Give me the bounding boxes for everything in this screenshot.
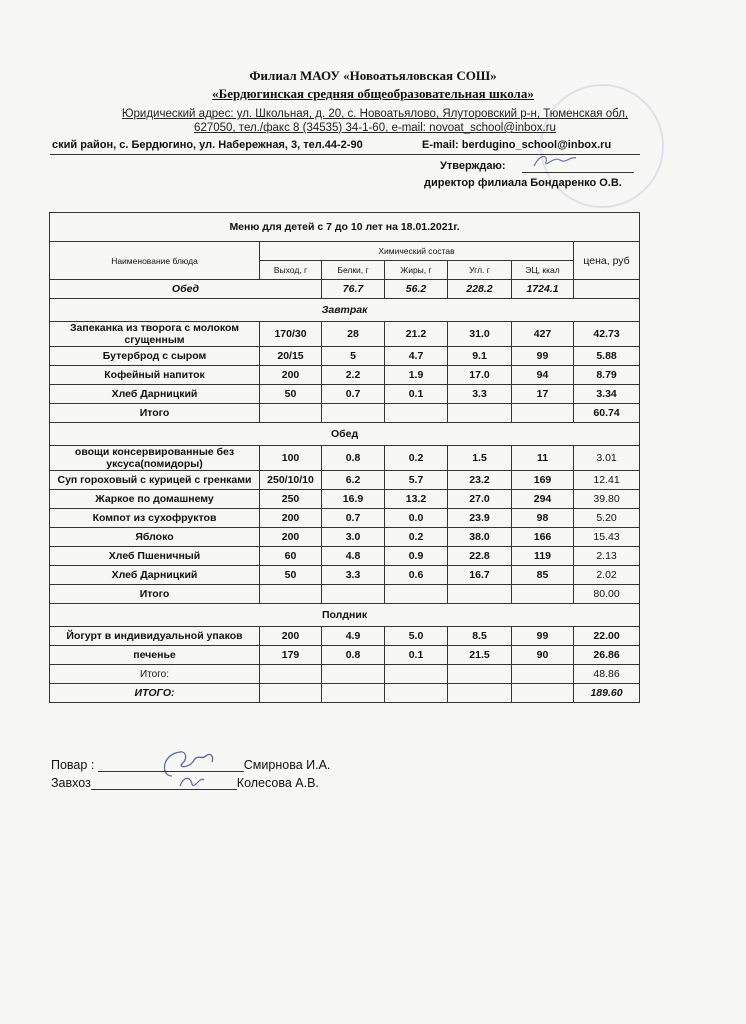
table-row	[50, 446, 640, 471]
col-output: Выход, г	[260, 261, 322, 280]
dish-protein: 28	[322, 322, 385, 347]
dish-protein: 0.8	[322, 446, 385, 471]
dish-carbs: 23.9	[448, 509, 512, 528]
table-row	[50, 366, 640, 385]
legal-address: Юридический адрес: ул. Школьная, д. 20, с. Новоатьялово, Ялуторовский р-н, Тюменская обл,	[121, 108, 629, 120]
dish-kcal: 90	[512, 646, 574, 665]
dish-carbs: 16.7	[448, 566, 512, 585]
legal-contacts: 627050, тел./факс 8 (34535) 34-1-60, e-mail: novoat_school@inbox.ru	[194, 122, 556, 134]
dish-kcal: 427	[512, 322, 574, 347]
breakfast-total: 60.74	[574, 404, 640, 423]
dish-kcal: 169	[512, 471, 574, 490]
summary-fat: 56.2	[385, 280, 448, 299]
dish-output: 179	[260, 646, 322, 665]
dish-carbs: 22.8	[448, 547, 512, 566]
dish-fat: 13.2	[385, 490, 448, 509]
table-row	[50, 547, 640, 566]
dish-protein: 0.8	[322, 646, 385, 665]
total-label: Итого	[50, 404, 260, 423]
dish-name: Хлеб Дарницкий	[50, 566, 260, 585]
table-row	[50, 528, 640, 547]
dish-kcal: 99	[512, 347, 574, 366]
grand-total: 189.60	[574, 684, 640, 703]
storekeeper-name: Колесова А.В.	[236, 776, 319, 790]
dish-protein: 0.7	[322, 385, 385, 404]
dish-kcal: 294	[512, 490, 574, 509]
table-row	[50, 566, 640, 585]
dish-carbs: 9.1	[448, 347, 512, 366]
dish-protein: 6.2	[322, 471, 385, 490]
dish-name: овощи консервированные без уксуса(помидоры)	[50, 446, 260, 471]
dish-name: Бутерброд с сыром	[50, 347, 260, 366]
cook-signature-line	[51, 758, 330, 772]
dish-name: Йогурт в индивидуальной упаков	[50, 627, 260, 646]
dish-protein: 4.9	[322, 627, 385, 646]
grand-total-label: ИТОГО:	[50, 684, 260, 703]
summary-protein: 76.7	[322, 280, 385, 299]
dish-protein: 3.0	[322, 528, 385, 547]
dish-carbs: 31.0	[448, 322, 512, 347]
contact-email: E-mail: berdugino_school@inbox.ru	[422, 139, 612, 151]
dish-name: Компот из сухофруктов	[50, 509, 260, 528]
dish-protein: 16.9	[322, 490, 385, 509]
dish-name: Запеканка из творога с молоком сгущенным	[50, 322, 260, 347]
col-protein: Белки, г	[322, 261, 385, 280]
cook-line	[98, 771, 244, 772]
summary-kcal: 1724.1	[512, 280, 574, 299]
org-title: Филиал МАОУ «Новоатьяловская СОШ»	[249, 68, 497, 83]
col-chem-composition: Химический состав	[260, 242, 574, 261]
dish-price: 22.00	[574, 627, 640, 646]
dish-carbs: 3.3	[448, 385, 512, 404]
dish-kcal: 17	[512, 385, 574, 404]
dish-price: 2.02	[574, 566, 640, 585]
dish-carbs: 38.0	[448, 528, 512, 547]
col-kcal: ЭЦ, ккал	[512, 261, 574, 280]
daily-summary-row	[50, 280, 640, 299]
dish-price: 3.01	[574, 446, 640, 471]
approve-label: Утверждаю:	[440, 160, 506, 172]
dish-carbs: 8.5	[448, 627, 512, 646]
storekeeper-label: Завхоз	[51, 776, 91, 790]
dish-fat: 1.9	[385, 366, 448, 385]
dish-fat: 5.7	[385, 471, 448, 490]
dish-fat: 0.2	[385, 446, 448, 471]
dish-fat: 0.0	[385, 509, 448, 528]
dish-output: 200	[260, 627, 322, 646]
school-title: «Бердюгинская средняя общеобразовательная школа»	[212, 86, 534, 101]
dish-output: 170/30	[260, 322, 322, 347]
table-row	[50, 490, 640, 509]
dish-output: 50	[260, 385, 322, 404]
table-row	[50, 646, 640, 665]
dish-name: Кофейный напиток	[50, 366, 260, 385]
dish-fat: 21.2	[385, 322, 448, 347]
lunch-total-row	[50, 585, 640, 604]
snack-total: 48.86	[574, 665, 640, 684]
dish-fat: 0.1	[385, 385, 448, 404]
dish-output: 250/10/10	[260, 471, 322, 490]
dish-price: 15.43	[574, 528, 640, 547]
dish-carbs: 17.0	[448, 366, 512, 385]
summary-label: Обед	[50, 280, 322, 299]
cook-label: Повар :	[51, 758, 95, 772]
col-fat: Жиры, г	[385, 261, 448, 280]
dish-name: Хлеб Дарницкий	[50, 385, 260, 404]
dish-carbs: 23.2	[448, 471, 512, 490]
section-lunch: Обед	[50, 423, 640, 446]
dish-kcal: 98	[512, 509, 574, 528]
menu-table	[49, 212, 640, 703]
section-snack: Полдник	[50, 604, 640, 627]
dish-output: 50	[260, 566, 322, 585]
dish-protein: 2.2	[322, 366, 385, 385]
dish-output: 60	[260, 547, 322, 566]
dish-name: Яблоко	[50, 528, 260, 547]
total-label: Итого:	[50, 665, 260, 684]
dish-name: Жаркое по домашнему	[50, 490, 260, 509]
contact-address: ский район, с. Бердюгино, ул. Набережная, 3, тел.44-2-90	[52, 139, 363, 151]
dish-price: 3.34	[574, 385, 640, 404]
summary-carbs: 228.2	[448, 280, 512, 299]
dish-name: Суп гороховый с курицей с гренками	[50, 471, 260, 490]
dish-output: 250	[260, 490, 322, 509]
dish-protein: 3.3	[322, 566, 385, 585]
dish-price: 5.20	[574, 509, 640, 528]
dish-price: 5.88	[574, 347, 640, 366]
dish-price: 8.79	[574, 366, 640, 385]
dish-fat: 0.9	[385, 547, 448, 566]
summary-price	[574, 280, 640, 299]
dish-name: Хлеб Пшеничный	[50, 547, 260, 566]
dish-kcal: 166	[512, 528, 574, 547]
col-price: цена, руб	[574, 242, 640, 280]
dish-output: 200	[260, 509, 322, 528]
approve-signature-line	[522, 172, 634, 173]
table-row	[50, 385, 640, 404]
breakfast-total-row	[50, 404, 640, 423]
table-row	[50, 322, 640, 347]
dish-protein: 4.8	[322, 547, 385, 566]
dish-price: 2.13	[574, 547, 640, 566]
dish-price: 42.73	[574, 322, 640, 347]
table-row	[50, 471, 640, 490]
snack-total-row	[50, 665, 640, 684]
dish-carbs: 27.0	[448, 490, 512, 509]
dish-fat: 0.1	[385, 646, 448, 665]
dish-price: 39.80	[574, 490, 640, 509]
dish-price: 12.41	[574, 471, 640, 490]
dish-fat: 0.2	[385, 528, 448, 547]
col-carbs: Угл. г	[448, 261, 512, 280]
table-row	[50, 509, 640, 528]
dish-kcal: 119	[512, 547, 574, 566]
dish-carbs: 1.5	[448, 446, 512, 471]
dish-output: 20/15	[260, 347, 322, 366]
dish-fat: 4.7	[385, 347, 448, 366]
cook-name: Смирнова И.А.	[243, 758, 331, 772]
dish-kcal: 85	[512, 566, 574, 585]
dish-name: печенье	[50, 646, 260, 665]
total-label: Итого	[50, 585, 260, 604]
dish-output: 100	[260, 446, 322, 471]
dish-carbs: 21.5	[448, 646, 512, 665]
dish-kcal: 99	[512, 627, 574, 646]
dish-price: 26.86	[574, 646, 640, 665]
dish-protein: 5	[322, 347, 385, 366]
dish-protein: 0.7	[322, 509, 385, 528]
grand-total-row	[50, 684, 640, 703]
director-signature	[530, 150, 580, 172]
lunch-total: 80.00	[574, 585, 640, 604]
dish-fat: 0.6	[385, 566, 448, 585]
menu-title: Меню для детей с 7 до 10 лет на 18.01.2021г.	[50, 213, 640, 242]
dish-kcal: 94	[512, 366, 574, 385]
dish-fat: 5.0	[385, 627, 448, 646]
dish-output: 200	[260, 366, 322, 385]
table-row	[50, 627, 640, 646]
dish-output: 200	[260, 528, 322, 547]
col-dish-name: Наименование блюда	[50, 242, 260, 280]
section-breakfast: Завтрак	[50, 299, 640, 322]
dish-kcal: 11	[512, 446, 574, 471]
storekeeper-line	[91, 789, 237, 790]
table-row	[50, 347, 640, 366]
storekeeper-signature-line	[51, 776, 319, 790]
director-name: директор филиала Бондаренко О.В.	[424, 177, 622, 189]
